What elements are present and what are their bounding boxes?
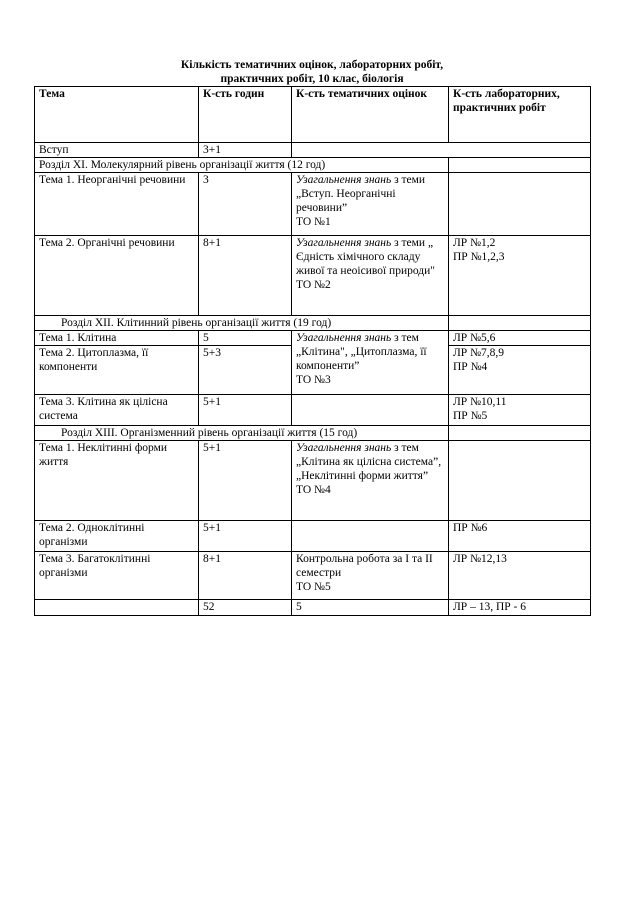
assess-italic: Узагальнення знань [296, 332, 392, 344]
table-row [35, 552, 591, 600]
assess-to: ТО №3 [296, 374, 331, 386]
cell-hours: 3+1 [199, 143, 292, 158]
works-pr: ПР №5 [453, 410, 488, 422]
cell-topic: Тема 2. Органічні речовини [35, 236, 199, 316]
cell-hours: 5+3 [199, 346, 292, 395]
cell-hours: 3 [199, 173, 292, 236]
cell-empty [292, 395, 449, 426]
document-title [34, 58, 590, 86]
cell-assessments [292, 173, 449, 236]
cell-topic: Тема 2. Цитоплазма, її компоненти [35, 346, 199, 395]
cell-empty [449, 441, 591, 521]
table-row [35, 173, 591, 236]
assess-italic: Узагальнення знань [296, 174, 392, 186]
cell-assessments [292, 552, 449, 600]
cell-topic: Тема 3. Клітина як цілісна система [35, 395, 199, 426]
cell-empty [292, 143, 591, 158]
table-header-row [35, 87, 591, 143]
section-row [35, 316, 591, 331]
cell-hours: 5+1 [199, 441, 292, 521]
section-row [35, 158, 591, 173]
assess-rest: з теми „Вступ. Неорганічні речовини” [296, 174, 426, 214]
cell-works: ЛР №12,13 [449, 552, 591, 600]
table-row [35, 441, 591, 521]
cell-works: ПР №6 [449, 521, 591, 552]
header-hours: К-сть годин [199, 87, 292, 143]
cell-works [449, 395, 591, 426]
assessment-table [34, 86, 591, 616]
cell-assessments [292, 441, 449, 521]
table-row [35, 236, 591, 316]
cell-assessments [292, 236, 449, 316]
assess-rest: з тем „Клітина як цілісна система”, „Неклітинні форми життя” [296, 442, 442, 482]
works-lr: ЛР №10,11 [453, 396, 507, 408]
section-title: Розділ ХІІ. Клітинний рівень організації життя (19 год) [35, 316, 449, 331]
works-pr: ПР №4 [453, 361, 488, 373]
total-hours: 52 [199, 600, 292, 616]
assess-rest: з тем „Клітина", „Цитоплазма, її компоненти” [296, 332, 427, 372]
cell-empty [35, 600, 199, 616]
total-assessments: 5 [292, 600, 449, 616]
cell-empty [449, 316, 591, 331]
cell-works: ЛР №5,6 [449, 331, 591, 346]
header-works: К-сть лабораторних, практичних робіт [449, 87, 591, 143]
cell-hours: 5 [199, 331, 292, 346]
table-row [35, 143, 591, 158]
works-lr: ЛР №7,8,9 [453, 347, 505, 359]
cell-empty [449, 173, 591, 236]
cell-topic: Тема 1. Неорганічні речовини [35, 173, 199, 236]
header-assessments: К-сть тематичних оцінок [292, 87, 449, 143]
assess-to: ТО №2 [296, 279, 331, 291]
cell-empty [292, 521, 449, 552]
assess-italic: Узагальнення знань [296, 237, 392, 249]
cell-works [449, 236, 591, 316]
cell-topic: Вступ [35, 143, 199, 158]
works-lr: ЛР №1,2 [453, 237, 496, 249]
section-title: Розділ ХІІІ. Організменний рівень організації життя (15 год) [35, 426, 449, 441]
total-row [35, 600, 591, 616]
section-row [35, 426, 591, 441]
table-row [35, 521, 591, 552]
assess-rest: з теми „ Єдність хімічного складу живої та неоісивої природи" [296, 237, 435, 277]
assess-to: ТО №5 [296, 581, 331, 593]
title-line-1: Кількість тематичних оцінок, лабораторних робіт, [180, 59, 444, 71]
cell-topic: Тема 2. Одноклітинні організми [35, 521, 199, 552]
cell-assessments [292, 331, 449, 395]
assess-to: ТО №1 [296, 216, 331, 228]
cell-topic: Тема 1. Неклітинні форми життя [35, 441, 199, 521]
table-row [35, 395, 591, 426]
works-pr: ПР №1,2,3 [453, 251, 505, 263]
cell-topic: Тема 3. Багатоклітинні організми [35, 552, 199, 600]
cell-works [449, 346, 591, 395]
cell-hours: 8+1 [199, 236, 292, 316]
cell-empty [449, 426, 591, 441]
cell-hours: 8+1 [199, 552, 292, 600]
title-line-2: практичних робіт, 10 клас, біологія [220, 73, 404, 85]
assess-text: Контрольна робота за І та ІІ семестри [296, 553, 433, 579]
table-row [35, 331, 591, 346]
cell-empty [449, 158, 591, 173]
header-topic: Тема [35, 87, 199, 143]
assess-italic: Узагальнення знань [296, 442, 392, 454]
section-title: Розділ ХІ. Молекулярний рівень організації життя (12 год) [35, 158, 449, 173]
cell-hours: 5+1 [199, 395, 292, 426]
assess-to: ТО №4 [296, 484, 331, 496]
cell-hours: 5+1 [199, 521, 292, 552]
cell-topic: Тема 1. Клітина [35, 331, 199, 346]
total-works: ЛР – 13, ПР - 6 [449, 600, 591, 616]
